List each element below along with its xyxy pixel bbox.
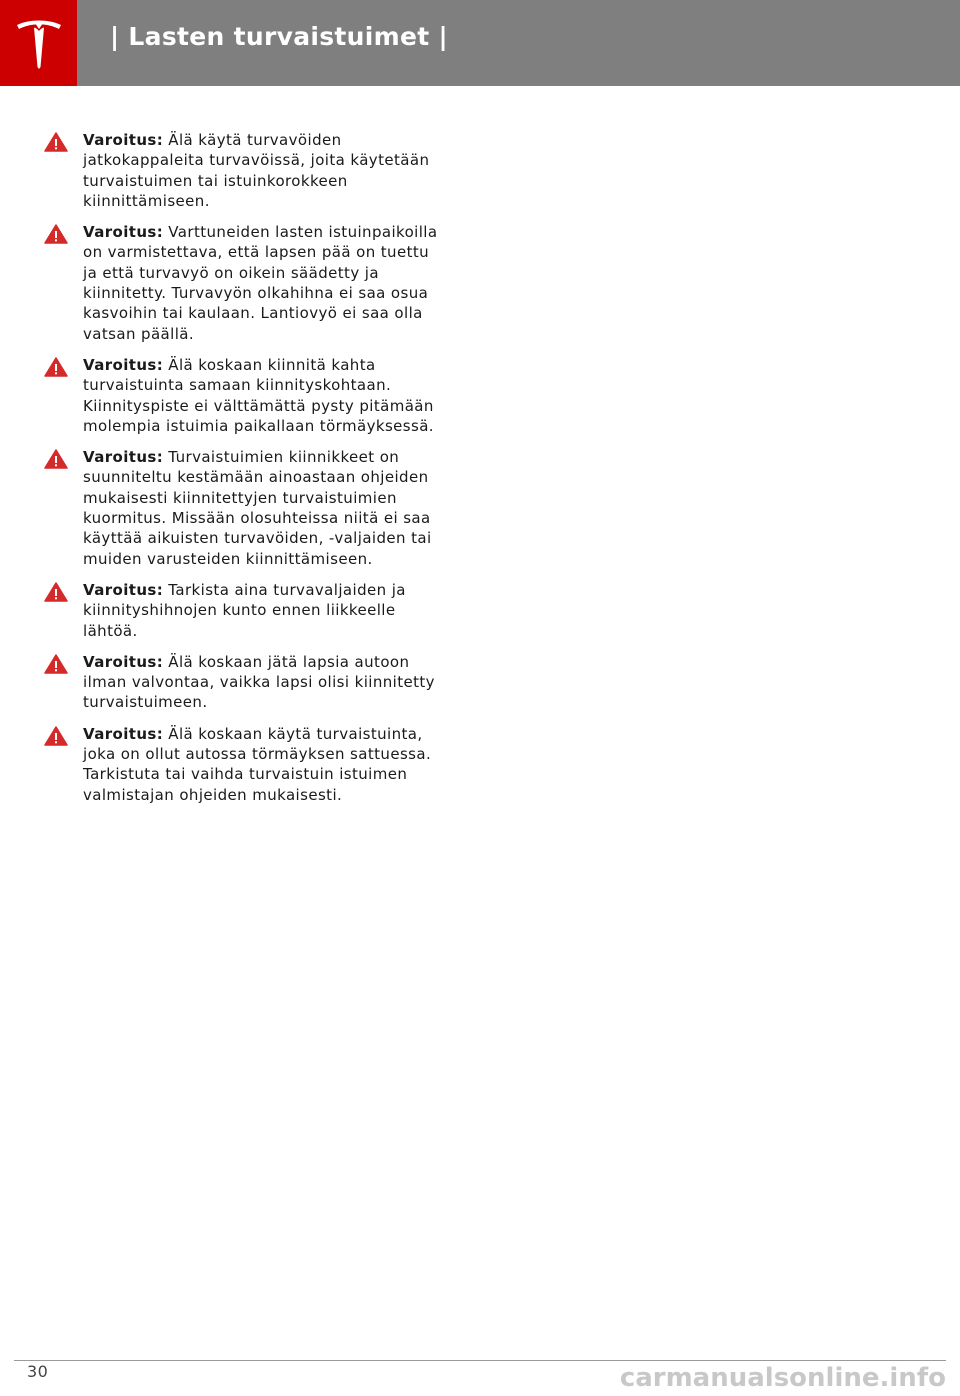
warning-triangle-icon [44,654,68,674]
page-header [0,0,960,86]
warning-label: Varoitus: [83,448,164,467]
warning-label: Varoitus: [83,223,164,242]
warning-label: Varoitus: [83,580,164,599]
warning-text: Tarkista aina turvavaljaiden ja kiinnityshihnojen kunto ennen liikkeelle lähtöä. [83,580,406,640]
warning-text: Varttuneiden lasten istuinpaikoilla on varmistettava, että lapsen pää on tuettu ja että turvavyö on oikein säädetty ja kiinnitetty. Turvavyön olkahihna ei saa osua kasvoihin tai kaulaan. Lantiovyö ei saa olla vatsan päällä. [83,223,438,343]
page-number: 30 [27,1362,49,1381]
warning-text: Älä koskaan käytä turvaistuinta, joka on ollut autossa törmäyksen sattuessa. Tarkistuta tai vaihda turvaistuin istuimen valmistajan ohjeiden mukaisesti. [83,724,432,804]
page-title: | Lasten turvaistuimet | [110,22,448,51]
warning-triangle-icon [44,582,68,602]
warning-triangle-icon [44,357,68,377]
footer-divider [14,1360,946,1361]
warning-triangle-icon [44,726,68,746]
warning-label: Varoitus: [83,355,164,374]
warning-label: Varoitus: [83,131,164,149]
warning-item [44,652,444,713]
warning-item [44,724,444,805]
warning-text: Älä koskaan jätä lapsia autoon ilman valvontaa, vaikka lapsi olisi kiinnitetty turvaistuimeen. [83,652,435,712]
watermark: carmanualsonline.info [619,1363,946,1393]
warning-item [44,580,444,641]
warning-item [44,222,444,344]
warning-item [44,447,444,569]
brand-logo [0,0,77,86]
warning-text: Älä käytä turvavöiden jatkokappaleita turvavöissä, joita käytetään turvaistuimen tai istuinkorokkeen kiinnittämiseen. [83,131,430,210]
warning-triangle-icon [44,132,68,152]
warning-text: Turvaistuimien kiinnikkeet on suunniteltu kestämään ainoastaan ohjeiden mukaisesti kiinnitettyjen turvaistuimien kuormitus. Missään olosuhteissa niitä ei saa käyttää aikuisten turvavöiden, -valjaiden tai muiden varusteiden kiinnittämiseen. [83,448,432,568]
tesla-logo-icon [15,15,63,71]
warning-triangle-icon [44,224,68,244]
warning-item [44,355,444,436]
warning-list [44,130,444,816]
warning-item [44,130,444,211]
warning-label: Varoitus: [83,724,164,743]
warning-text: Älä koskaan kiinnitä kahta turvaistuinta samaan kiinnityskohtaan. Kiinnityspiste ei välttämättä pysty pitämään molempia istuimia paikallaan törmäyksessä. [83,355,434,435]
warning-triangle-icon [44,449,68,469]
warning-label: Varoitus: [83,652,164,671]
